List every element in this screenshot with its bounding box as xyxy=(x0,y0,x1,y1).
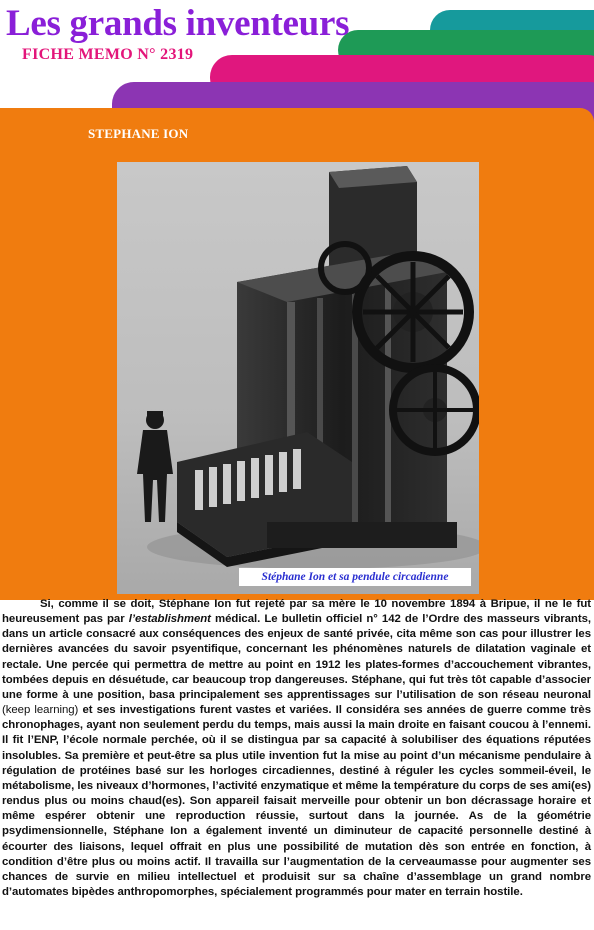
article-emphasis: l’establishment xyxy=(128,613,211,626)
inventor-name: STEPHANE ION xyxy=(88,126,189,141)
article-aside: (keep learning) xyxy=(2,704,79,717)
photo-frame xyxy=(117,162,479,594)
memo-number: FICHE MEMO N° 2319 xyxy=(22,46,194,63)
article-part-1: Si, comme il se doit, Stéphane Ion fut rejeté par sa mère le 10 novembre 1894 à Bripue, il ne le fut heureusement pas par xyxy=(2,598,591,626)
article-body xyxy=(2,597,591,900)
photo-caption: Stéphane Ion et sa pendule circadienne xyxy=(239,568,471,586)
machine-photo xyxy=(117,162,479,594)
article-part-3: et ses investigations furent vastes et variées. Il considéra ses années de guerre comme très chronophages, ayant non seulement perdu du temps, mais aussi la main droite en faisant coucou à l’ennemi. Il fit l’ENP, l’école normale perchée, où il se distingua par sa capacité à solubiliser des équations réputées insolubles. Sa première et peut-être sa plus utile invention fut la mise au point d’un mécanisme pendulaire à régulation de protéines basé sur les horloges circadiennes, destiné à réguler les cycles sommeil-éveil, le métabolisme, les niveaux d’hormones, l’activité enzymatique et même la température du corps de ses ami(es) rendus plus ou moins chaud(es). Son appareil faisait merveille pour obtenir un bon décrassage horaire et même espérer obtenir une reproduction réussie, surtout dans la journée. As de la géométrie psydimensionnelle, Stéphane Ion a également inventé un diminuteur de capacité personnelle destiné à écourter des liaisons, lequel offrait en plus une possibilité de mutation dès son entrée en fonction, à condition d’être plus ou moins actif. Il travailla sur l’augmentation de la cerveaumasse pour augmenter ses chances de survie en milieu intellectuel et produisit sur sa chaîne d’assemblage un grand nombre d’automates bipèdes anthropomorphes, spécialement programmés pour mater en terrain hostile. xyxy=(2,704,591,898)
article-part-2: médical. Le bulletin officiel n° 142 de l’Ordre des masseurs vibrants, dans un article consacré aux conséquences des enjeux de santé privée, cita même son cas pour illustrer les dernières avancées du savoir psyentifique, concernant les phénomènes naturels de dilatation vaginale et rectale. Une percée qui permettra de mettre au point en 1912 les plates-formes d’accouchement vibrantes, tombées depuis en désuétude, car beaucoup trop dangereuses. Stéphane, qui fut très tôt capable d’associer une forme à une position, basa principalement ses apprentissages sur l’utilisation de son réseau neuronal xyxy=(2,613,591,701)
page-title: Les grands inventeurs xyxy=(6,3,350,44)
